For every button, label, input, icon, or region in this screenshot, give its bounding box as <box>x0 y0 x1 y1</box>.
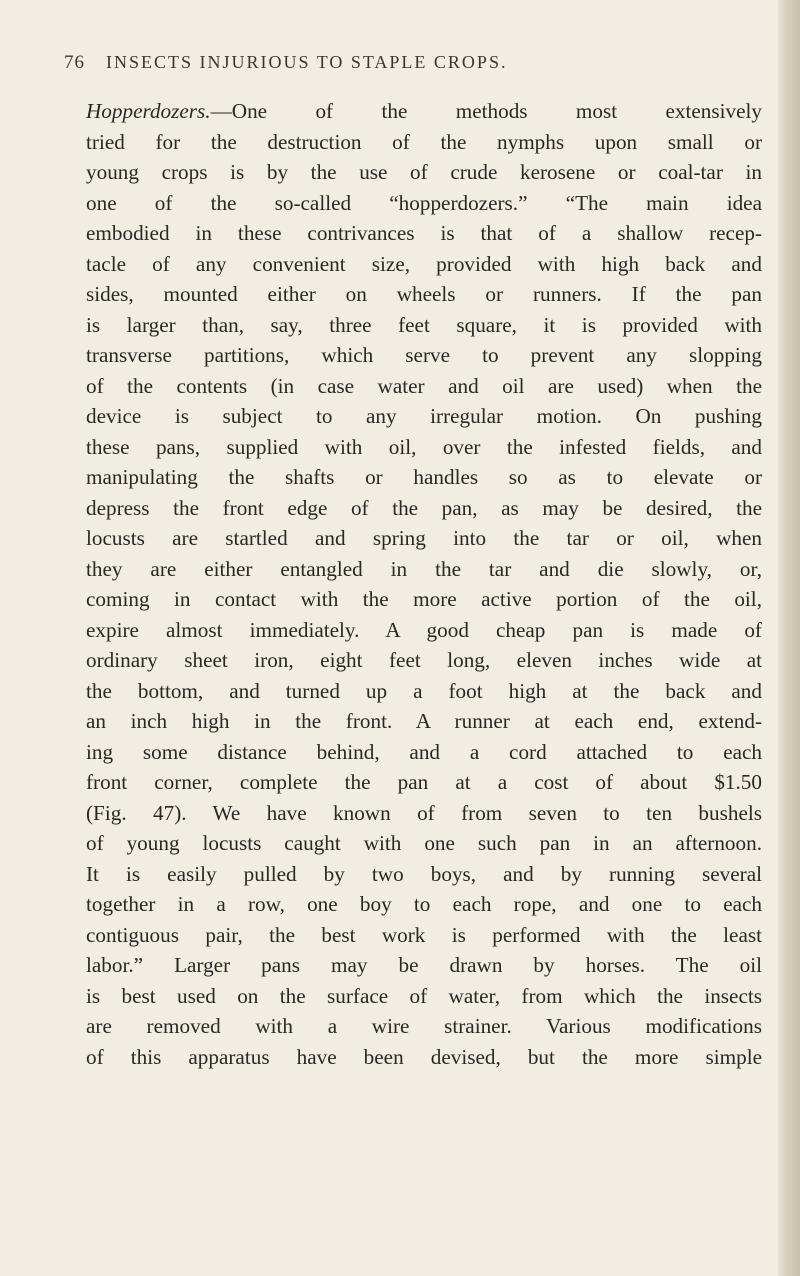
text-line: expire almost immediately. A good cheap pan is made of <box>86 617 762 642</box>
text-line: front corner, complete the pan at a cost of about $1.50 <box>86 770 762 794</box>
text-line: is larger than, say, three feet square, it is provided with <box>86 312 762 337</box>
text-line: young crops is by the use of crude kerosene or coal-tar in <box>86 160 762 184</box>
text-line: the bottom, and turned up a foot high at the back and <box>86 678 762 703</box>
text-line: of the contents (in case water and oil are used) when the <box>86 373 762 398</box>
page-edge <box>778 0 800 1276</box>
text-line: It is easily pulled by two boys, and by running several <box>86 861 762 886</box>
text-line: tried for the destruction of the nymphs upon small or <box>86 129 762 154</box>
text-line: an inch high in the front. A runner at each end, extend- <box>86 709 762 733</box>
text-line: labor.” Larger pans may be drawn by horses. The oil <box>86 953 762 977</box>
text-line: depress the front edge of the pan, as may be desired, the <box>86 495 762 520</box>
page-number: 76 <box>64 52 85 73</box>
text-line-content: —One of the methods most extensively <box>210 99 762 123</box>
text-line: ing some distance behind, and a cord attached to each <box>86 739 762 764</box>
text-line: device is subject to any irregular motion. On pushing <box>86 404 762 428</box>
text-line: are removed with a wire strainer. Various modifications <box>86 1014 762 1038</box>
body-paragraph <box>86 96 762 1072</box>
text-line: together in a row, one boy to each rope, and one to each <box>86 892 762 916</box>
text-line: locusts are startled and spring into the tar or oil, when <box>86 526 762 550</box>
text-line <box>86 96 762 127</box>
text-line: sides, mounted either on wheels or runners. If the pan <box>86 282 762 306</box>
text-line: they are either entangled in the tar and die slowly, or, <box>86 556 762 581</box>
text-line: embodied in these contrivances is that of a shallow recep- <box>86 221 762 245</box>
text-line: is best used on the surface of water, from which the insects <box>86 983 762 1008</box>
text-line: of this apparatus have been devised, but the more simple <box>86 1044 762 1069</box>
text-line: one of the so-called “hopperdozers.” “The main idea <box>86 190 762 215</box>
running-head-title: INSECTS INJURIOUS TO STAPLE CROPS. <box>106 52 508 72</box>
text-line: these pans, supplied with oil, over the infested fields, and <box>86 434 762 459</box>
text-line: manipulating the shafts or handles so as to elevate or <box>86 465 762 489</box>
text-line: tacle of any convenient size, provided with high back and <box>86 251 762 276</box>
running-head <box>64 52 754 82</box>
lead-term: Hopperdozers. <box>86 99 211 123</box>
text-line: (Fig. 47). We have known of from seven to ten bushels <box>86 800 762 825</box>
text-line: contiguous pair, the best work is performed with the least <box>86 922 762 947</box>
text-line: coming in contact with the more active portion of the oil, <box>86 587 762 611</box>
text-line: transverse partitions, which serve to prevent any slopping <box>86 343 762 367</box>
text-line: ordinary sheet iron, eight feet long, eleven inches wide at <box>86 648 762 672</box>
text-line: of young locusts caught with one such pan in an afternoon. <box>86 831 762 855</box>
